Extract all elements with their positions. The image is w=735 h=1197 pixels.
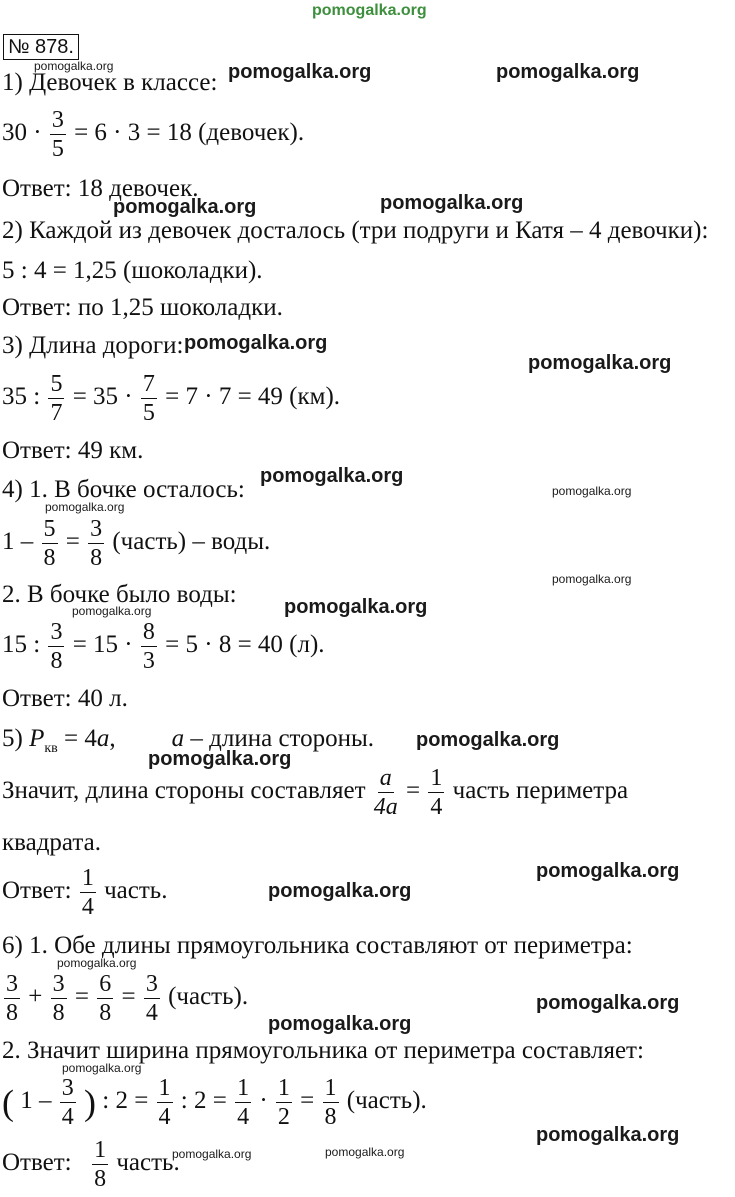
p5-answer-b: часть.	[104, 877, 168, 905]
p4-frac1-d: 8	[43, 545, 56, 571]
p3-frac1-d: 7	[50, 400, 63, 426]
watermark: pomogalka.org	[325, 1145, 405, 1159]
p6-frac9-d: 8	[324, 1104, 337, 1130]
p6-frac3-d: 8	[99, 1000, 112, 1026]
p6-frac3-n: 6	[99, 971, 112, 997]
watermark: pomogalka.org	[536, 992, 680, 1014]
p4-frac2	[88, 517, 104, 570]
p6-frac6	[157, 1076, 173, 1129]
p4-expr2-a: 15 :	[2, 631, 41, 659]
p6-eq1: =	[74, 983, 89, 1011]
p6-frac9	[323, 1076, 339, 1129]
p5-head-c: ,	[109, 725, 116, 752]
p5-text-c: квадрата.	[2, 829, 101, 856]
p6-frac1-n: 3	[6, 971, 18, 997]
p6-expr2-c: : 2 =	[180, 1087, 227, 1115]
p6-frac1	[4, 972, 20, 1025]
p4-frac1-n: 5	[43, 516, 56, 542]
p6-answer-a: Ответ:	[2, 1149, 72, 1177]
p6-frac5	[60, 1076, 76, 1129]
watermark-top: pomogalka.org	[312, 2, 427, 19]
p1-expr-a: 30 ·	[2, 119, 42, 147]
p5-a2: a	[171, 725, 185, 752]
p2-expr: 5 : 4 = 1,25 (шоколадки).	[2, 257, 263, 284]
p3-frac2-n: 7	[142, 371, 155, 397]
p4-answer: Ответ: 40 л.	[2, 685, 128, 712]
p1-head: 1) Девочек в классе:	[2, 69, 218, 96]
p6-frac8	[276, 1076, 292, 1129]
p4-frac4-d: 3	[142, 648, 155, 674]
p6-plus: +	[28, 983, 43, 1011]
p1-expr-b: = 6 · 3 = 18 (девочек).	[74, 119, 305, 147]
p4-expr1-a: 1 –	[2, 528, 34, 556]
p6-frac1-d: 8	[6, 1000, 18, 1026]
p4-frac1	[42, 517, 58, 570]
watermark: pomogalka.org	[172, 1147, 252, 1161]
p6-answer-frac-n: 1	[94, 1137, 107, 1163]
watermark: pomogalka.org	[57, 956, 137, 970]
p5-P: P	[29, 725, 45, 752]
p6-frac7-n: 1	[237, 1075, 250, 1101]
p3-head: 3) Длина дороги:	[2, 332, 184, 359]
p5-answer-frac-n: 1	[81, 865, 94, 891]
p3-expr-c: = 7 · 7 = 49 (км).	[165, 383, 341, 411]
p5-text-a: Значит, длина стороны составляет	[2, 777, 366, 805]
p6-expr2-b: : 2 =	[102, 1087, 149, 1115]
watermark: pomogalka.org	[552, 572, 632, 586]
p6-frac5-n: 3	[61, 1075, 74, 1101]
p4-expr1-c: (часть) – воды.	[112, 528, 271, 556]
p5-answer-a: Ответ:	[2, 877, 72, 905]
p4-expr2-b: = 15 ·	[72, 631, 133, 659]
p5-frac2-d: 4	[430, 794, 443, 820]
p1-frac-n: 3	[51, 107, 64, 133]
problem-number: № 878.	[3, 34, 79, 60]
p2-answer: Ответ: по 1,25 шоколадки.	[2, 294, 283, 321]
p5-answer-frac-d: 4	[81, 894, 94, 920]
p6-frac8-d: 2	[277, 1104, 290, 1130]
p1-answer: Ответ: 18 девочек.	[2, 175, 199, 202]
watermark: pomogalka.org	[148, 748, 292, 770]
p3-frac2	[141, 372, 157, 425]
p5-frac1-d: 4a	[373, 794, 398, 820]
p6-expr1-tail: (часть).	[168, 983, 249, 1011]
p4-expr2	[2, 620, 325, 673]
p4-head2: 2. В бочке было воды:	[2, 581, 237, 608]
p6-frac4-n: 3	[145, 971, 158, 997]
p3-expr	[2, 372, 340, 425]
p3-expr-b: = 35 ·	[72, 383, 133, 411]
p5-frac1-n: a	[379, 765, 392, 791]
p4-frac4-n: 8	[142, 619, 155, 645]
p3-frac1-n: 5	[50, 371, 63, 397]
p6-frac2-n: 3	[52, 971, 65, 997]
p4-frac3-d: 8	[50, 648, 63, 674]
p6-frac7-d: 4	[237, 1104, 250, 1130]
p1-expr	[2, 108, 304, 161]
p4-frac3-n: 3	[50, 619, 63, 645]
watermark: pomogalka.org	[45, 500, 125, 514]
watermark: pomogalka.org	[268, 1013, 412, 1035]
watermark: pomogalka.org	[228, 61, 372, 83]
p2-head: 2) Каждой из девочек досталось (три подруги и Катя – 4 девочки):	[2, 217, 709, 244]
p6-answer-b: часть.	[116, 1149, 180, 1177]
p4-frac2-d: 8	[90, 545, 103, 571]
p4-frac2-n: 3	[90, 516, 103, 542]
p6-frac8-n: 1	[277, 1075, 290, 1101]
p5-sub: кв	[44, 741, 58, 756]
watermark: pomogalka.org	[260, 465, 404, 487]
p6-answer	[2, 1138, 180, 1191]
p4-expr2-c: = 5 · 8 = 40 (л).	[165, 631, 325, 659]
p6-dot: ·	[259, 1087, 268, 1115]
watermark: pomogalka.org	[552, 484, 632, 498]
p6-expr2-tail: (часть).	[346, 1087, 427, 1115]
watermark: pomogalka.org	[536, 860, 680, 882]
p5-answer-frac	[80, 866, 96, 919]
p6-frac9-n: 1	[324, 1075, 337, 1101]
p5-head-b: = 4	[57, 725, 97, 752]
watermark: pomogalka.org	[72, 604, 152, 618]
p6-eq3: =	[300, 1087, 315, 1115]
watermark: pomogalka.org	[34, 59, 114, 73]
p5-text-b: часть периметра	[452, 777, 629, 805]
watermark: pomogalka.org	[184, 332, 328, 354]
watermark: pomogalka.org	[416, 729, 560, 751]
watermark: pomogalka.org	[113, 196, 257, 218]
p3-frac2-d: 5	[142, 400, 155, 426]
p6-frac2	[51, 972, 67, 1025]
p5-a1: a	[96, 725, 110, 752]
p5-frac2	[428, 766, 444, 819]
watermark: pomogalka.org	[536, 1124, 680, 1146]
p6-expr2-a: 1 –	[20, 1087, 52, 1115]
watermark: pomogalka.org	[496, 61, 640, 83]
p5-head-a: 5)	[2, 725, 30, 752]
p6-expr2	[2, 1076, 427, 1129]
p6-frac6-n: 1	[158, 1075, 171, 1101]
p4-expr1-b: =	[65, 528, 80, 556]
p6-frac5-d: 4	[61, 1104, 74, 1130]
p6-frac2-d: 8	[52, 1000, 65, 1026]
p5-eq: =	[406, 777, 421, 805]
p6-head2: 2. Значит ширина прямоугольника от периметра составляет:	[2, 1037, 644, 1064]
p5-answer	[2, 866, 167, 919]
p3-answer: Ответ: 49 км.	[2, 437, 144, 464]
p6-paren-open: (	[2, 1082, 14, 1123]
p6-frac3	[97, 972, 113, 1025]
watermark: pomogalka.org	[268, 880, 412, 902]
p6-eq2: =	[121, 983, 136, 1011]
p1-frac-d: 5	[51, 136, 64, 162]
p6-answer-frac-d: 8	[94, 1166, 107, 1192]
p5-text	[2, 766, 628, 819]
p6-paren-close: )	[84, 1082, 96, 1123]
p6-frac4-d: 4	[145, 1000, 158, 1026]
p6-answer-frac	[92, 1138, 108, 1191]
watermark: pomogalka.org	[62, 1061, 142, 1075]
p4-frac4	[141, 620, 157, 673]
p6-head: 6) 1. Обе длины прямоугольника составляют от периметра:	[2, 932, 633, 959]
p6-frac4	[144, 972, 160, 1025]
p6-expr1	[2, 972, 248, 1025]
p4-frac3	[48, 620, 64, 673]
p5-frac2-n: 1	[430, 765, 443, 791]
watermark: pomogalka.org	[380, 192, 524, 214]
p6-frac7	[235, 1076, 251, 1129]
p3-expr-a: 35 :	[2, 383, 41, 411]
watermark: pomogalka.org	[284, 596, 428, 618]
p6-frac6-d: 4	[158, 1104, 171, 1130]
p1-frac	[50, 108, 66, 161]
watermark: pomogalka.org	[528, 352, 672, 374]
p4-head: 4) 1. В бочке осталось:	[2, 476, 245, 503]
p5-frac1	[374, 766, 398, 819]
p4-expr1	[2, 517, 270, 570]
p3-frac1	[48, 372, 64, 425]
p5-head-d: – длина стороны.	[184, 725, 375, 752]
